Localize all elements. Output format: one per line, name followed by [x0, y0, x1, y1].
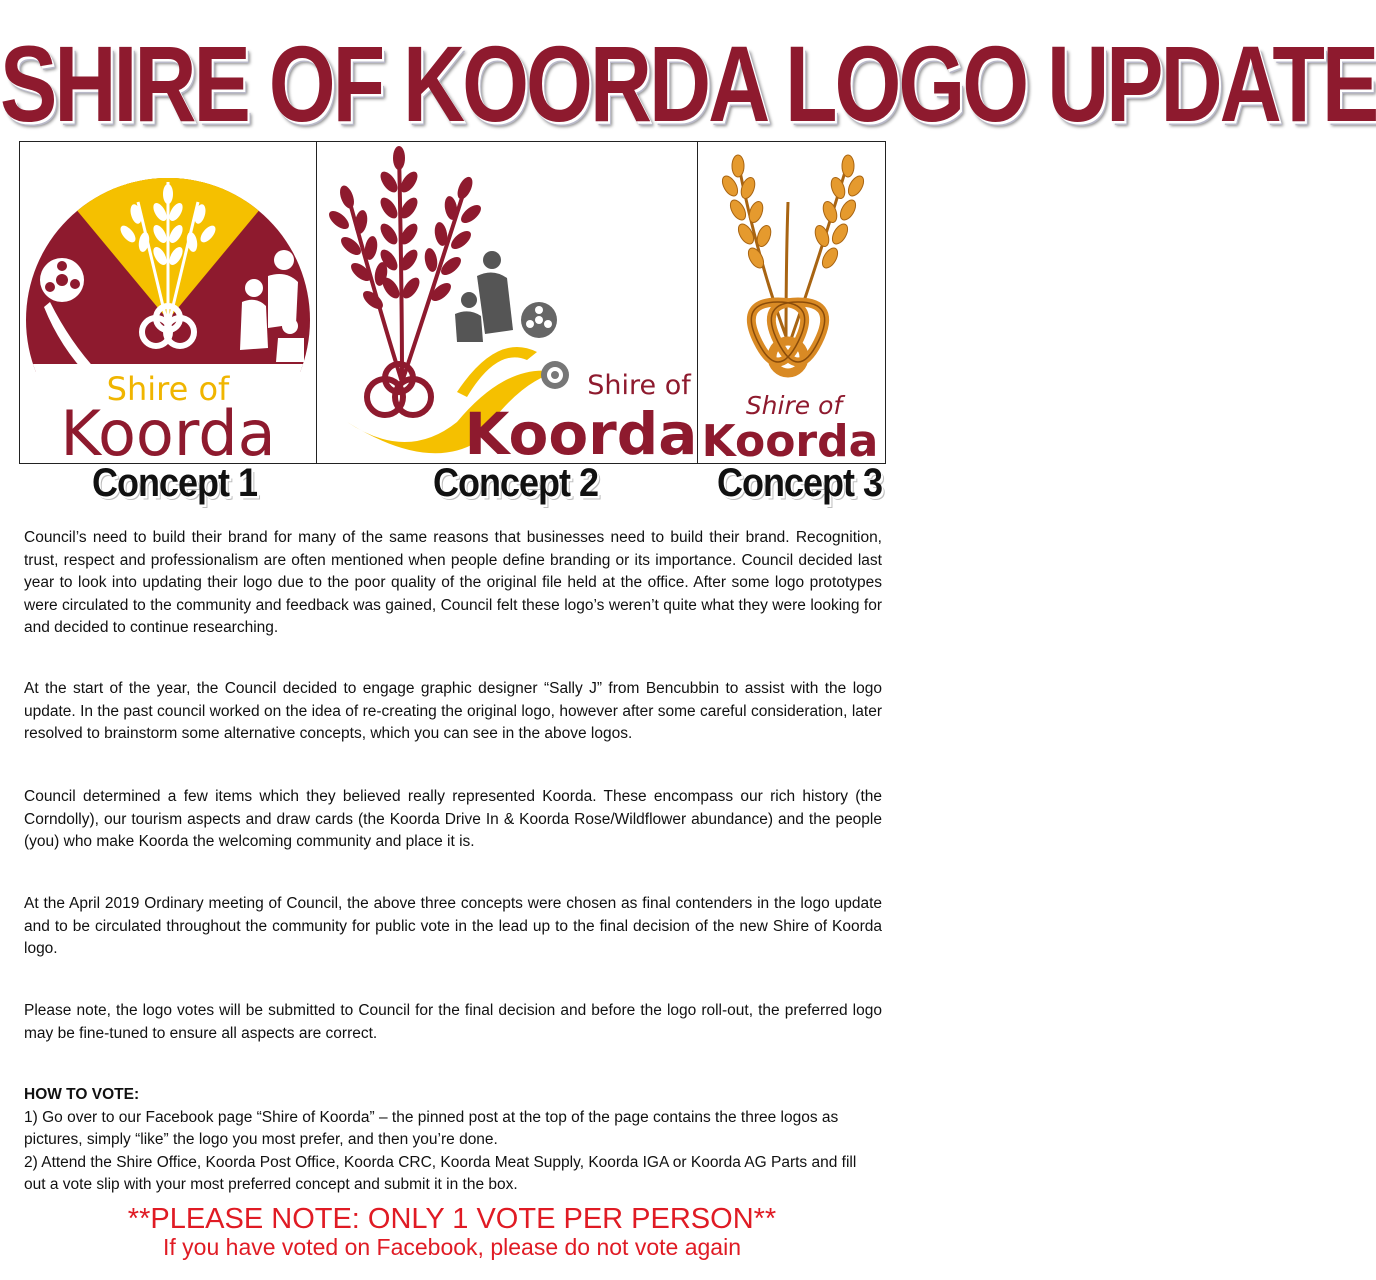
concept-1-koorda: Koorda — [60, 397, 276, 470]
concept-2-shire-of: Shire of — [587, 370, 691, 401]
concept-3-koorda: Koorda — [701, 416, 879, 467]
concept-3-logo — [698, 142, 885, 467]
how-to-vote-step-1: 1) Go over to our Facebook page “Shire of Koorda” – the pinned post at the top of the page contains the three logos as pictures, simply “like” the logo you most prefer, and then you’re done. — [24, 1108, 839, 1148]
paragraph-items: Council determined a few items which they believed really represented Koorda. These encompass our rich history (the Corndolly), our tourism aspects and draw cards (the Koorda Drive In & Koorda Rose/Wildflower abundance) and the people (you) who make Koorda the welcoming community and place it is. — [24, 788, 882, 850]
concept-1-emblem — [20, 142, 316, 470]
concept-1-label: Concept 1 — [92, 459, 258, 505]
paragraph-note: Please note, the logo votes will be submitted to Council for the final decision and before the logo roll-out, the preferred logo may be fine-tuned to ensure all aspects are correct. — [24, 1002, 882, 1042]
paragraph-designer: At the start of the year, the Council decided to engage graphic designer “Sally J” from Bencubbin to assist with the logo update. In the past council worked on the idea of re-creating the original logo, however after some careful consideration, later resolved to brainstorm some alternative concepts, which you can see in the above logos. — [24, 680, 882, 742]
concept-2-logo — [317, 142, 698, 468]
concept-1-logo — [20, 142, 317, 470]
how-to-vote-step-2: 2) Attend the Shire Office, Koorda Post Office, Koorda CRC, Koorda Meat Supply, Koorda IGA or Koorda AG Parts and fill out a vote slip with your most preferred concept and submit it in the box. — [24, 1153, 857, 1193]
paragraph-meeting: At the April 2019 Ordinary meeting of Council, the above three concepts were chosen as final contenders in the logo update and to be circulated throughout the community for public vote in the lead up to the final decision of the new Shire of Koorda logo. — [24, 895, 882, 957]
vote-limit-notice: **PLEASE NOTE: ONLY 1 VOTE PER PERSON** — [127, 1203, 777, 1235]
concept-3-shire-of: Shire of — [745, 391, 843, 420]
facebook-vote-notice: If you have voted on Facebook, please do not vote again — [163, 1234, 741, 1260]
concept-2-label: Concept 2 — [433, 459, 599, 505]
how-to-vote-heading: HOW TO VOTE: — [24, 1086, 140, 1103]
concept-3-emblem — [698, 142, 884, 467]
concept-2-koorda: Koorda — [464, 400, 698, 468]
paragraph-branding: Council’s need to build their brand for many of the same reasons that businesses need to build their brand. Recognition, trust, respect and professionalism are often mentioned when people define branding or its importance. Council decided last year to look into updating their logo due to the poor quality of the original file held at the office. After some logo prototypes were circulated to the community and feedback was gained, Council felt these logo’s weren’t quite what they were looking for and decided to continue researching. — [24, 529, 882, 636]
concept-3-label: Concept 3 — [717, 459, 883, 505]
how-to-vote-section — [24, 1084, 882, 1197]
page-title: SHIRE OF KOORDA LOGO UPDATE — [0, 24, 1376, 145]
concept-1-shire-of: Shire of — [106, 370, 230, 408]
concept-2-emblem — [317, 142, 698, 468]
logo-concepts-panel — [19, 141, 886, 470]
